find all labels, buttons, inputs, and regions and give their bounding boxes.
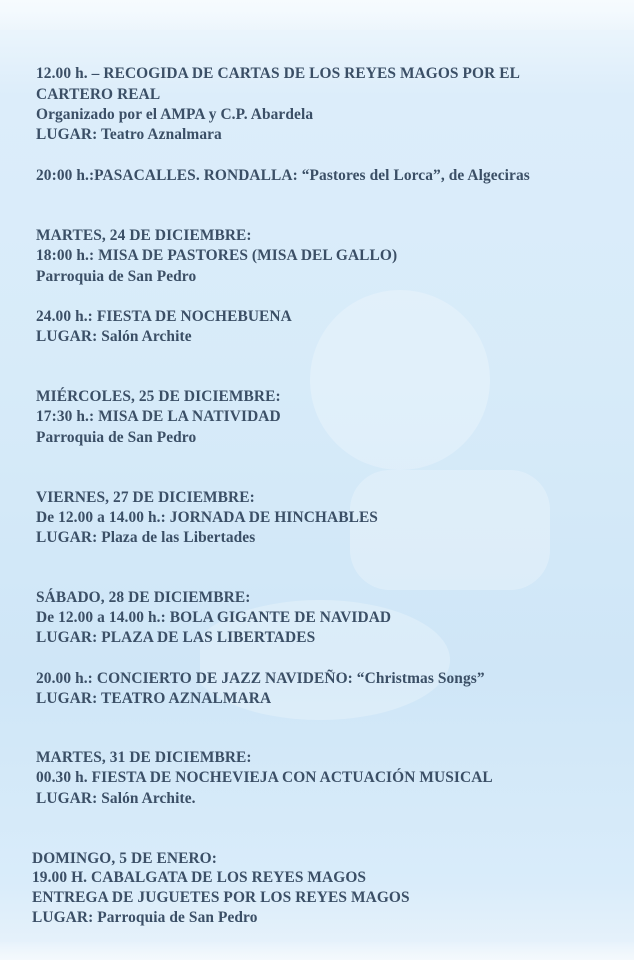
date-heading: MIÉRCOLES, 25 DE DICIEMBRE: [36, 388, 281, 405]
location-line: Parroquia de San Pedro [36, 268, 197, 285]
date-heading: MARTES, 24 DE DICIEMBRE: [36, 227, 252, 244]
organizer-line: Organizado por el AMPA y C.P. Abardela [36, 106, 314, 123]
date-heading: SÁBADO, 28 DE DICIEMBRE: [36, 589, 251, 606]
event-line: ENTREGA DE JUGUETES POR LOS REYES MAGOS [32, 889, 410, 906]
event-line: 12.00 h. – RECOGIDA DE CARTAS DE LOS REYES MAGOS POR EL [36, 65, 520, 82]
location-line: LUGAR: TEATRO AZNALMARA [36, 690, 272, 707]
date-heading: DOMINGO, 5 DE ENERO: [32, 850, 217, 867]
event-line: 19.00 H. CABALGATA DE LOS REYES MAGOS [32, 869, 367, 886]
event-line: 00.30 h. FIESTA DE NOCHEVIEJA CON ACTUACIÓN MUSICAL [36, 769, 493, 786]
event-line: 18:00 h.: MISA DE PASTORES (MISA DEL GALLO) [36, 247, 398, 264]
event-line: De 12.00 a 14.00 h.: BOLA GIGANTE DE NAVIDAD [36, 609, 392, 626]
date-heading: VIERNES, 27 DE DICIEMBRE: [36, 489, 255, 506]
date-heading: MARTES, 31 DE DICIEMBRE: [36, 749, 252, 766]
background-watermark-graphic [200, 260, 620, 720]
location-line: LUGAR: Teatro Aznalmara [36, 126, 222, 143]
location-line: LUGAR: Parroquia de San Pedro [32, 909, 258, 926]
location-line: Parroquia de San Pedro [36, 429, 197, 446]
event-line: De 12.00 a 14.00 h.: JORNADA DE HINCHABLES [36, 509, 378, 526]
event-line: 24.00 h.: FIESTA DE NOCHEBUENA [36, 308, 292, 325]
location-line: LUGAR: Salón Archite [36, 328, 192, 345]
event-line: CARTERO REAL [36, 86, 161, 103]
location-line: LUGAR: Plaza de las Libertades [36, 529, 256, 546]
event-line: 20.00 h.: CONCIERTO DE JAZZ NAVIDEÑO: “Christmas Songs” [36, 670, 485, 687]
event-line: 20:00 h.:PASACALLES. RONDALLA: “Pastores del Lorca”, de Algeciras [36, 167, 530, 184]
bottom-edge [0, 942, 634, 960]
top-edge [0, 0, 634, 30]
event-line: 17:30 h.: MISA DE LA NATIVIDAD [36, 408, 281, 425]
location-line: LUGAR: Salón Archite. [36, 790, 196, 807]
location-line: LUGAR: PLAZA DE LAS LIBERTADES [36, 629, 316, 646]
